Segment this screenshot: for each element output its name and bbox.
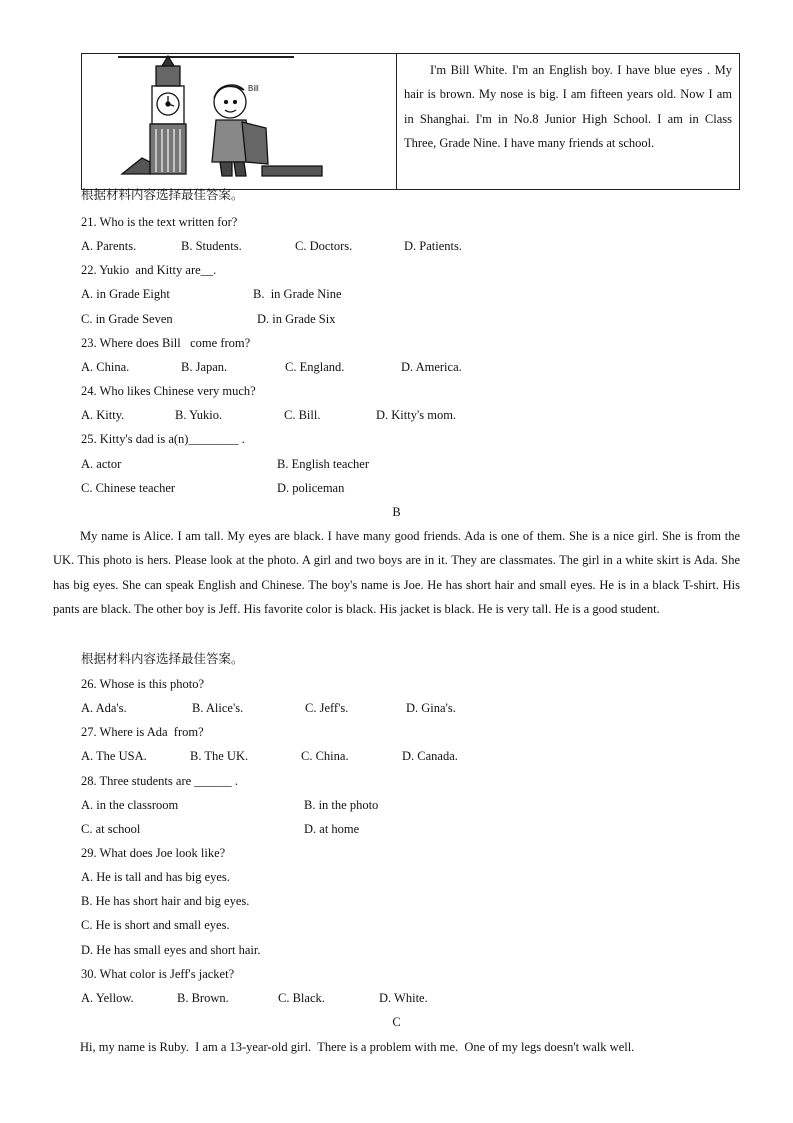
section-c-label: C [392, 1015, 401, 1029]
q25-option-c[interactable]: C. Chinese teacher [81, 481, 176, 495]
q21-option-b[interactable]: B. Students. [181, 239, 242, 253]
q23-option-b[interactable]: B. Japan. [181, 360, 228, 374]
question-21: 21. Who is the text written for? [81, 215, 238, 229]
q29-option-d[interactable]: D. He has small eyes and short hair. [81, 943, 261, 957]
big-ben-boy-illustration [82, 54, 396, 185]
q28-option-c[interactable]: C. at school [81, 822, 141, 836]
q24-option-a[interactable]: A. Kitty. [81, 408, 125, 422]
q30-option-a[interactable]: A. Yellow. [81, 991, 134, 1005]
q24-option-c[interactable]: C. Bill. [284, 408, 321, 422]
q25-option-b[interactable]: B. English teacher [277, 457, 369, 471]
q22-option-b[interactable]: B. in Grade Nine [253, 287, 342, 301]
q28-option-a[interactable]: A. in the classroom [81, 798, 179, 812]
question-23: 23. Where does Bill come from? [81, 336, 251, 350]
q25-option-a[interactable]: A. actor [81, 457, 122, 471]
q24-option-b[interactable]: B. Yukio. [175, 408, 223, 422]
q26-option-a[interactable]: A. Ada's. [81, 701, 127, 715]
q28-option-d[interactable]: D. at home [304, 822, 360, 836]
question-29: 29. What does Joe look like? [81, 846, 226, 860]
section-b-passage: My name is Alice. I am tall. My eyes are black. I have many good friends. Ada is one of them. She is a nice girl. She is from the UK. This photo is hers. Please look at the photo. A girl and two boys are in it. They are classmates. The girl in a white skirt is Ada. She has big eyes. She can speak English and Chinese. The boy's name is Joe. He has short hair and small eyes. He is in a black T-shirt. His pants are black. The other boy is Jeff. His favorite color is black. His jacket is black. He is very tall. He is a good student. [53, 529, 740, 617]
q21-option-d[interactable]: D. Patients. [404, 239, 462, 253]
q22-option-d[interactable]: D. in Grade Six [257, 312, 336, 326]
q27-option-b[interactable]: B. The UK. [190, 749, 249, 763]
q29-option-c[interactable]: C. He is short and small eyes. [81, 918, 230, 932]
question-22: 22. Yukio and Kitty are__. [81, 263, 217, 277]
q25-option-d[interactable]: D. policeman [277, 481, 345, 495]
q22-option-c[interactable]: C. in Grade Seven [81, 312, 173, 326]
q27-option-c[interactable]: C. China. [301, 749, 349, 763]
intro-table [81, 53, 740, 190]
illustration-caption: Bill [248, 84, 259, 93]
q23-option-a[interactable]: A. China. [81, 360, 130, 374]
question-24: 24. Who likes Chinese very much? [81, 384, 256, 398]
question-25: 25. Kitty's dad is a(n)________ . [81, 432, 245, 446]
q27-option-d[interactable]: D. Canada. [402, 749, 458, 763]
q26-option-d[interactable]: D. Gina's. [406, 701, 456, 715]
question-27: 27. Where is Ada from? [81, 725, 204, 739]
bill-text-cell: I'm Bill White. I'm an English boy. I have blue eyes . My hair is brown. My nose is big. I am fifteen years old. Now I am in Shanghai. I'm in No.8 Junior High School. I am in Class Three, Grade Nine. I have many friends at school. [397, 54, 740, 190]
q23-option-c[interactable]: C. England. [285, 360, 345, 374]
section-c-first-line: Hi, my name is Ruby. I am a 13-year-old girl. There is a problem with me. One of my legs doesn't walk well. [80, 1040, 635, 1054]
q29-option-b[interactable]: B. He has short hair and big eyes. [81, 894, 250, 908]
q22-option-a[interactable]: A. in Grade Eight [81, 287, 170, 301]
q30-option-b[interactable]: B. Brown. [177, 991, 229, 1005]
q24-option-d[interactable]: D. Kitty's mom. [376, 408, 457, 422]
q27-option-a[interactable]: A. The USA. [81, 749, 147, 763]
q28-option-b[interactable]: B. in the photo [304, 798, 379, 812]
q26-option-c[interactable]: C. Jeff's. [305, 701, 349, 715]
question-26: 26. Whose is this photo? [81, 677, 205, 691]
question-28: 28. Three students are ______ . [81, 774, 239, 788]
question-30: 30. What color is Jeff's jacket? [81, 967, 235, 981]
q30-option-d[interactable]: D. White. [379, 991, 428, 1005]
q21-option-a[interactable]: A. Parents. [81, 239, 137, 253]
q21-option-c[interactable]: C. Doctors. [295, 239, 353, 253]
section-b-label: B [392, 505, 401, 519]
q23-option-d[interactable]: D. America. [401, 360, 462, 374]
instruction-a: 根据材料内容选择最佳答案。 [81, 187, 244, 202]
instruction-b: 根据材料内容选择最佳答案。 [81, 651, 244, 666]
q26-option-b[interactable]: B. Alice's. [192, 701, 244, 715]
illustration-cell [82, 54, 397, 190]
q30-option-c[interactable]: C. Black. [278, 991, 325, 1005]
q29-option-a[interactable]: A. He is tall and has big eyes. [81, 870, 230, 884]
